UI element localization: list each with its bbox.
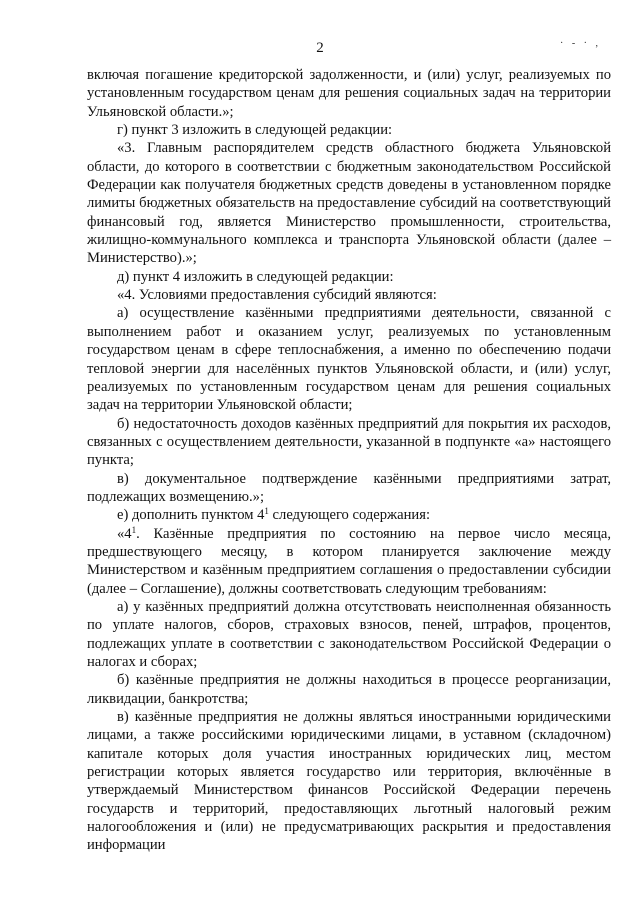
corner-marks: · - · ,: [560, 38, 601, 49]
paragraph-text: е) дополнить пунктом 4: [117, 507, 265, 524]
paragraph-p8: в) документальное подтверждение казёнными предприятиями затрат, подлежащих возмещению.»;: [87, 470, 611, 505]
paragraph-p9: [87, 506, 611, 524]
paragraph-p4: д) пункт 4 изложить в следующей редакции:: [117, 268, 394, 285]
paragraph-text: «4: [117, 525, 132, 542]
paragraph-p2: г) пункт 3 изложить в следующей редакции:: [117, 122, 393, 139]
superscript: 1: [131, 524, 137, 535]
paragraph-p12: б) казённые предприятия не должны находиться в процессе реорганизации, ликвидации, банкротства;: [87, 672, 611, 707]
paragraph-p13: в) казённые предприятия не должны являться иностранными юридическими лицами, а также российскими юридическими лицами, в уставном (складочном) капитале которых доля участия иностранных юридических лиц, местом регистрации которых является государство или территория, включённые в утверждаемый Министерством финансов Российской Федерации перечень государств и территорий, предоставляющих льготный налоговый режим налогообложения и (или) не предусматривающих раскрытия и предоставления информации: [87, 709, 611, 854]
document-body: [87, 66, 611, 855]
paragraph-p3: «3. Главным распорядителем средств областного бюджета Ульяновской области, до которого в соответствии с бюджетным законодательством Российской Федерации как получателя бюджетных средств доведены в установленном порядке лимиты бюджетных обязательств на предоставление субсидий на соответствующий финансовый год, является Министерство промышленности, строительства, жилищно-коммунального комплекса и транспорта Ульяновской области (далее – Министерство).»;: [87, 140, 611, 267]
page-number: 2: [316, 40, 324, 56]
paragraph-p10: [87, 525, 611, 598]
superscript: 1: [264, 506, 269, 517]
paragraph-p11: а) у казённых предприятий должна отсутствовать неисполненная обязанность по уплате налогов, сборов, страховых взносов, пеней, штрафов, процентов, подлежащих уплате в соответствии с законодательством Российской Федерации о налогах и сборах;: [87, 598, 611, 670]
paragraph-text: . Казённые предприятия по состоянию на первое число месяца, предшествующего месяцу, в котором планируется заключение между Министерством и казённым предприятием соглашения о предоставлении субсидии (далее – Соглашение), должны соответствовать следующим требованиям:: [87, 525, 611, 597]
paragraph-p7: б) недостаточность доходов казённых предприятий для покрытия их расходов, связанных с осуществлением деятельности, указанной в подпункте «а» настоящего пункта;: [87, 415, 611, 469]
paragraph-text: следующего содержания:: [268, 507, 431, 524]
paragraph-p5: «4. Условиями предоставления субсидий являются:: [117, 287, 437, 304]
paragraph-p6: а) осуществление казёнными предприятиями деятельности, связанной с выполнением работ и оказанием услуг, реализуемых по установленным государством ценам в сфере теплоснабжения, а именно по обеспечению подачи тепловой энергии для населённых пунктов Ульяновской области, и (или) услуг, реализуемых по установленным государством ценам для решения социальных задач на территории Ульяновской области;: [87, 305, 611, 414]
paragraph-p1: включая погашение кредиторской задолженности, и (или) услуг, реализуемых по установленным государством ценам для решения социальных задач на территории Ульяновской области.»;: [87, 67, 611, 120]
